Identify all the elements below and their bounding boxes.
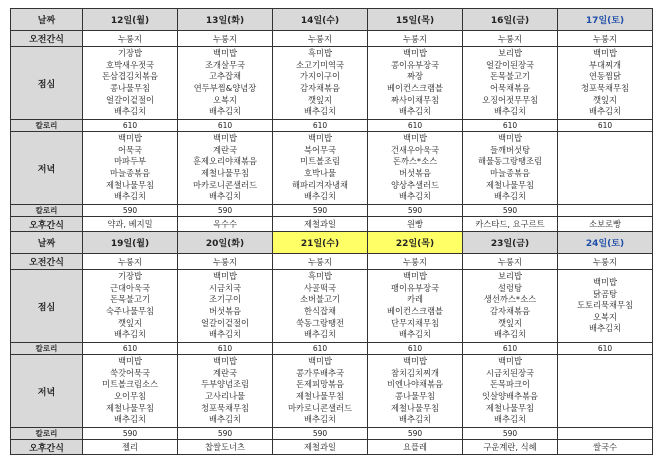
menu-item: 돈까스*소스: [392, 156, 438, 167]
menu-item: 제철나물무침: [485, 179, 535, 190]
menu-item: 쑥갓어묵국: [109, 367, 151, 378]
menu-item: 배추김치: [208, 414, 242, 425]
menu-item: 배추김치: [493, 414, 527, 425]
menu-item: 건새우아욱국: [390, 144, 440, 155]
afternoon-snack-label: 오후간식: [11, 440, 83, 455]
calorie-label: 칼로리: [11, 428, 83, 440]
day-header: 15일(목): [368, 9, 463, 31]
menu-item: 배추김치: [208, 329, 242, 340]
afternoon-snack-cell: 옥수수: [178, 217, 273, 232]
menu-item: 시금치된장국: [485, 367, 535, 378]
menu-item: 들깨버섯탕: [489, 144, 531, 155]
menu-item: 배추김치: [303, 106, 337, 117]
menu-item: 닭곰탕: [592, 288, 618, 299]
menu-item: 베이컨스크램블: [386, 306, 444, 316]
lunch-label: 점심: [11, 270, 83, 343]
menu-item: 배추김치: [303, 191, 337, 202]
lunch-cell: [273, 270, 368, 343]
calorie-cell: 610: [83, 120, 178, 132]
afternoon-snack-cell: 제철과일: [273, 217, 368, 232]
calorie-label: 칼로리: [11, 205, 83, 217]
calorie-cell: 590: [463, 205, 558, 217]
morning-snack-cell: 누룽지: [463, 254, 558, 270]
menu-item: 소고기미역국: [295, 59, 345, 70]
menu-item: 부대찌개: [588, 59, 622, 70]
menu-item: 연두부찜&양념장: [193, 83, 257, 93]
menu-item: 배추김치: [588, 323, 622, 334]
menu-item: 흑미밥: [307, 48, 333, 59]
calorie-cell: 610: [178, 343, 273, 355]
menu-item: 백미밥: [402, 271, 428, 282]
menu-item: 한식잡채: [303, 306, 337, 316]
menu-item: 백미밥: [497, 133, 523, 144]
calorie-cell: 590: [83, 205, 178, 217]
menu-item: 백미밥: [497, 356, 523, 367]
morning-snack-cell: 누룽지: [273, 254, 368, 270]
menu-item: 양상추샐러드: [390, 179, 440, 190]
dinner-cell: [83, 355, 178, 428]
calorie-cell: 610: [463, 120, 558, 132]
dinner-cell: [368, 355, 463, 428]
afternoon-snack-cell: 찹쌀도너츠: [178, 440, 273, 455]
menu-item: 시금치국: [208, 282, 242, 293]
calorie-cell: 610: [368, 343, 463, 355]
menu-item: 배추김치: [398, 329, 432, 340]
menu-item: 깻잎지: [497, 317, 523, 328]
dinner-row: [11, 132, 653, 205]
menu-item: 마파두부: [113, 156, 147, 167]
menu-item: 백미밥: [307, 133, 333, 144]
menu-item: 배추김치: [588, 106, 622, 117]
menu-item: 제철나물무침: [105, 179, 155, 190]
day-header: 24일(토): [558, 232, 653, 254]
menu-item: 카레: [406, 294, 424, 305]
menu-item: 어묵국: [117, 144, 143, 155]
dinner-label: 저녁: [11, 132, 83, 205]
menu-item: 오징어젓무무침: [481, 94, 539, 105]
menu-item: 제철나물무침: [390, 402, 440, 413]
menu-item: 마늘종볶음: [489, 168, 531, 178]
calorie-cell: 590: [273, 428, 368, 440]
menu-item: 깻잎지: [307, 94, 333, 105]
calorie-cell: 610: [463, 343, 558, 355]
menu-item: 버섯볶음: [208, 306, 242, 316]
menu-item: 돈제피망볶음: [295, 379, 345, 390]
afternoon-snack-cell: 제철과일: [273, 440, 368, 455]
menu-item: 백미밥: [212, 356, 238, 367]
menu-item: 기장밥: [117, 48, 143, 59]
date-row: [11, 9, 653, 31]
menu-item: 짜사이채무침: [390, 94, 440, 105]
menu-item: 돈목파크이: [489, 379, 531, 390]
morning-snack-cell: 누룽지: [368, 254, 463, 270]
calorie-cell: 610: [178, 120, 273, 132]
day-header: 21일(수): [273, 232, 368, 254]
day-header: 19일(월): [83, 232, 178, 254]
morning-snack-row: [11, 254, 653, 270]
day-header: 17일(토): [558, 9, 653, 31]
lunch-cell: [368, 47, 463, 120]
afternoon-snack-row: [11, 217, 653, 232]
morning-snack-cell: 누룽지: [83, 254, 178, 270]
menu-item: 배추김치: [113, 414, 147, 425]
menu-item: 콩가루배추국: [295, 367, 345, 378]
morning-snack-cell: 누룽지: [178, 254, 273, 270]
menu-item: 배추김치: [398, 414, 432, 425]
lunch-cell: [178, 270, 273, 343]
day-header: 13일(화): [178, 9, 273, 31]
lunch-cell: [83, 47, 178, 120]
menu-item: 고추잡채: [208, 71, 242, 82]
menu-item: 제철나물무침: [485, 402, 535, 413]
menu-item: 얼갈이겉절이: [200, 317, 250, 328]
dinner-cell: [558, 132, 653, 205]
morning-snack-row: [11, 31, 653, 47]
day-header: 20일(화): [178, 232, 273, 254]
menu-item: 비엔나야채볶음: [386, 379, 444, 390]
morning-snack-cell: 누룽지: [83, 31, 178, 47]
menu-item: 사골떡국: [303, 282, 337, 293]
menu-item: 미트볼조림: [299, 156, 341, 167]
menu-item: 제철나물무침: [105, 402, 155, 413]
menu-item: 조기구이: [208, 294, 242, 305]
menu-item: 배추김치: [398, 191, 432, 202]
morning-snack-cell: 누룽지: [558, 31, 653, 47]
calorie-cell: 590: [178, 205, 273, 217]
afternoon-snack-cell: 약과, 베지밀: [83, 217, 178, 232]
afternoon-snack-label: 오후간식: [11, 217, 83, 232]
day-header: 23일(금): [463, 232, 558, 254]
menu-item: 숙주나물무침: [105, 306, 155, 316]
menu-item: 돈목불고기: [109, 294, 151, 305]
menu-item: 백미밥: [117, 133, 143, 144]
lunch-cell: [558, 270, 653, 343]
calorie-label: 칼로리: [11, 343, 83, 355]
lunch-row: [11, 47, 653, 120]
menu-item: 배추김치: [493, 329, 527, 340]
menu-item: 오이무침: [113, 391, 147, 401]
menu-item: 배추김치: [493, 191, 527, 202]
menu-item: 호박나물: [303, 168, 337, 178]
menu-item: 생선까스*소스: [483, 294, 537, 305]
afternoon-snack-cell: 구운계란, 식혜: [463, 440, 558, 455]
menu-item: 청포묵채무침: [580, 83, 630, 93]
menu-item: 백미밥: [402, 48, 428, 59]
day-header: 22일(목): [368, 232, 463, 254]
afternoon-snack-cell: 원빵: [368, 217, 463, 232]
day-header: 12일(월): [83, 9, 178, 31]
afternoon-snack-cell: 소보로빵: [558, 217, 653, 232]
morning-snack-cell: 누룽지: [463, 31, 558, 47]
menu-item: 백미밥: [402, 356, 428, 367]
menu-item: 근대아욱국: [109, 282, 151, 293]
calorie-cell: 590: [368, 428, 463, 440]
menu-item: 콩나물무침: [394, 391, 436, 401]
menu-item: 보리밥: [497, 48, 523, 59]
date-label: 날짜: [11, 232, 83, 254]
menu-item: 짜장: [406, 71, 424, 82]
menu-item: 감자채볶음: [299, 83, 341, 93]
menu-item: 백미밥: [592, 48, 618, 59]
morning-snack-cell: 누룽지: [273, 31, 368, 47]
date-label: 날짜: [11, 9, 83, 31]
menu-item: 참치김치찌개: [390, 367, 440, 378]
menu-item: 마카로니콘샐러드: [287, 402, 353, 413]
menu-item: 단무지채무침: [390, 317, 440, 328]
menu-item: 배추김치: [398, 106, 432, 117]
menu-item: 기장밥: [117, 271, 143, 282]
menu-item: 백미밥: [402, 133, 428, 144]
menu-item: 배추김치: [113, 106, 147, 117]
lunch-cell: [368, 270, 463, 343]
afternoon-snack-cell: 쌀국수: [558, 440, 653, 455]
menu-item: 계란국: [212, 144, 238, 155]
menu-item: 백미밥: [212, 133, 238, 144]
calorie-cell: 590: [178, 428, 273, 440]
dinner-calorie-row: [11, 205, 653, 217]
afternoon-snack-cell: 요플레: [368, 440, 463, 455]
dinner-cell: [83, 132, 178, 205]
menu-item: 소버불고기: [299, 294, 341, 305]
menu-item: 배추김치: [208, 191, 242, 202]
menu-item: 고사리나물: [204, 391, 246, 401]
menu-item: 팽이유부장국: [390, 282, 440, 293]
dinner-cell: [178, 132, 273, 205]
menu-item: 베이컨스크램블: [386, 83, 444, 93]
lunch-cell: [178, 47, 273, 120]
menu-item: 마늘종볶음: [109, 168, 151, 178]
lunch-cell: [273, 47, 368, 120]
morning-snack-cell: 누룽지: [558, 254, 653, 270]
dinner-calorie-row: [11, 428, 653, 440]
menu-item: 감자채볶음: [489, 306, 531, 316]
calorie-cell: 610: [273, 120, 368, 132]
morning-snack-cell: 누룽지: [178, 31, 273, 47]
menu-item: 콩나물무침: [109, 83, 151, 93]
menu-item: 깻잎지: [592, 94, 618, 105]
calorie-cell: [558, 428, 653, 440]
menu-item: 조개살무국: [204, 59, 246, 70]
menu-item: 백미밥: [307, 356, 333, 367]
lunch-row: [11, 270, 653, 343]
menu-item: 배추김치: [303, 414, 337, 425]
calorie-cell: 590: [368, 205, 463, 217]
menu-item: 보리밥: [497, 271, 523, 282]
lunch-cell: [83, 270, 178, 343]
lunch-cell: [463, 47, 558, 120]
day-header: 14일(수): [273, 9, 368, 31]
dinner-label: 저녁: [11, 355, 83, 428]
dinner-cell: [368, 132, 463, 205]
date-row: [11, 232, 653, 254]
menu-item: 북어무국: [303, 144, 337, 155]
menu-item: 두부양념조림: [200, 379, 250, 390]
dinner-cell: [273, 355, 368, 428]
calorie-cell: [558, 205, 653, 217]
menu-item: 배추김치: [113, 329, 147, 340]
menu-item: 청포묵채무침: [200, 402, 250, 413]
menu-item: 계란국: [212, 367, 238, 378]
dinner-cell: [178, 355, 273, 428]
menu-item: 배추김치: [493, 106, 527, 117]
menu-item: 백미밥: [117, 356, 143, 367]
menu-item: 얼갈이겉절이: [105, 94, 155, 105]
menu-item: 돈삼겹김치볶음: [101, 71, 159, 82]
afternoon-snack-row: [11, 440, 653, 455]
menu-item: 해파리겨자냉채: [291, 179, 349, 190]
menu-item: 연동찜닭: [588, 71, 622, 82]
calorie-cell: 610: [558, 120, 653, 132]
menu-item: 콩이유부장국: [390, 59, 440, 70]
menu-item: 마카로니콘샐러드: [192, 179, 258, 190]
dinner-cell: [463, 355, 558, 428]
menu-item: 백미밥: [212, 271, 238, 282]
menu-item: 해물동그랑땡조림: [477, 156, 543, 167]
calorie-cell: 610: [558, 343, 653, 355]
weekly-menu-table: [10, 8, 653, 455]
menu-item: 제철나물무침: [295, 391, 345, 401]
afternoon-snack-cell: 카스타드, 요구르트: [463, 217, 558, 232]
morning-snack-label: 오전간식: [11, 254, 83, 270]
day-header: 16일(금): [463, 9, 558, 31]
lunch-calorie-row: [11, 120, 653, 132]
lunch-label: 점심: [11, 47, 83, 120]
menu-item: 도토리묵채무침: [576, 300, 634, 311]
menu-item: 흑미밥: [307, 271, 333, 282]
menu-item: 배추김치: [303, 329, 337, 340]
dinner-cell: [558, 355, 653, 428]
menu-item: 쑥동그랑땡전: [295, 317, 345, 328]
menu-item: 배추김치: [208, 106, 242, 117]
menu-item: 제철나물무침: [200, 168, 250, 178]
afternoon-snack-cell: 젤리: [83, 440, 178, 455]
calorie-cell: 590: [83, 428, 178, 440]
morning-snack-label: 오전간식: [11, 31, 83, 47]
calorie-cell: 610: [273, 343, 368, 355]
menu-item: 설렁탕: [497, 282, 523, 293]
dinner-row: [11, 355, 653, 428]
menu-item: 깻잎지: [117, 317, 143, 328]
menu-item: 어묵채볶음: [489, 83, 531, 93]
menu-item: 호박새우젓국: [105, 59, 155, 70]
dinner-cell: [463, 132, 558, 205]
menu-item: 오복지: [212, 94, 238, 105]
menu-item: 백미밥: [592, 277, 618, 288]
menu-item: 돈목불고기: [489, 71, 531, 82]
dinner-cell: [273, 132, 368, 205]
menu-item: 오복지: [592, 311, 618, 322]
menu-item: 훈제오리야채볶음: [192, 156, 258, 167]
menu-item: 잇살양배추볶음: [481, 391, 539, 401]
calorie-label: 칼로리: [11, 120, 83, 132]
menu-item: 가지이구이: [299, 71, 341, 82]
menu-item: 미트볼크림소스: [101, 379, 159, 390]
calorie-cell: 590: [463, 428, 558, 440]
menu-item: 얼갈이된장국: [485, 59, 535, 70]
calorie-cell: 590: [273, 205, 368, 217]
menu-item: 버섯볶음: [398, 168, 432, 178]
calorie-cell: 610: [368, 120, 463, 132]
lunch-cell: [558, 47, 653, 120]
calorie-cell: 610: [83, 343, 178, 355]
lunch-calorie-row: [11, 343, 653, 355]
menu-item: 백미밥: [212, 48, 238, 59]
menu-item: 배추김치: [113, 191, 147, 202]
morning-snack-cell: 누룽지: [368, 31, 463, 47]
lunch-cell: [463, 270, 558, 343]
